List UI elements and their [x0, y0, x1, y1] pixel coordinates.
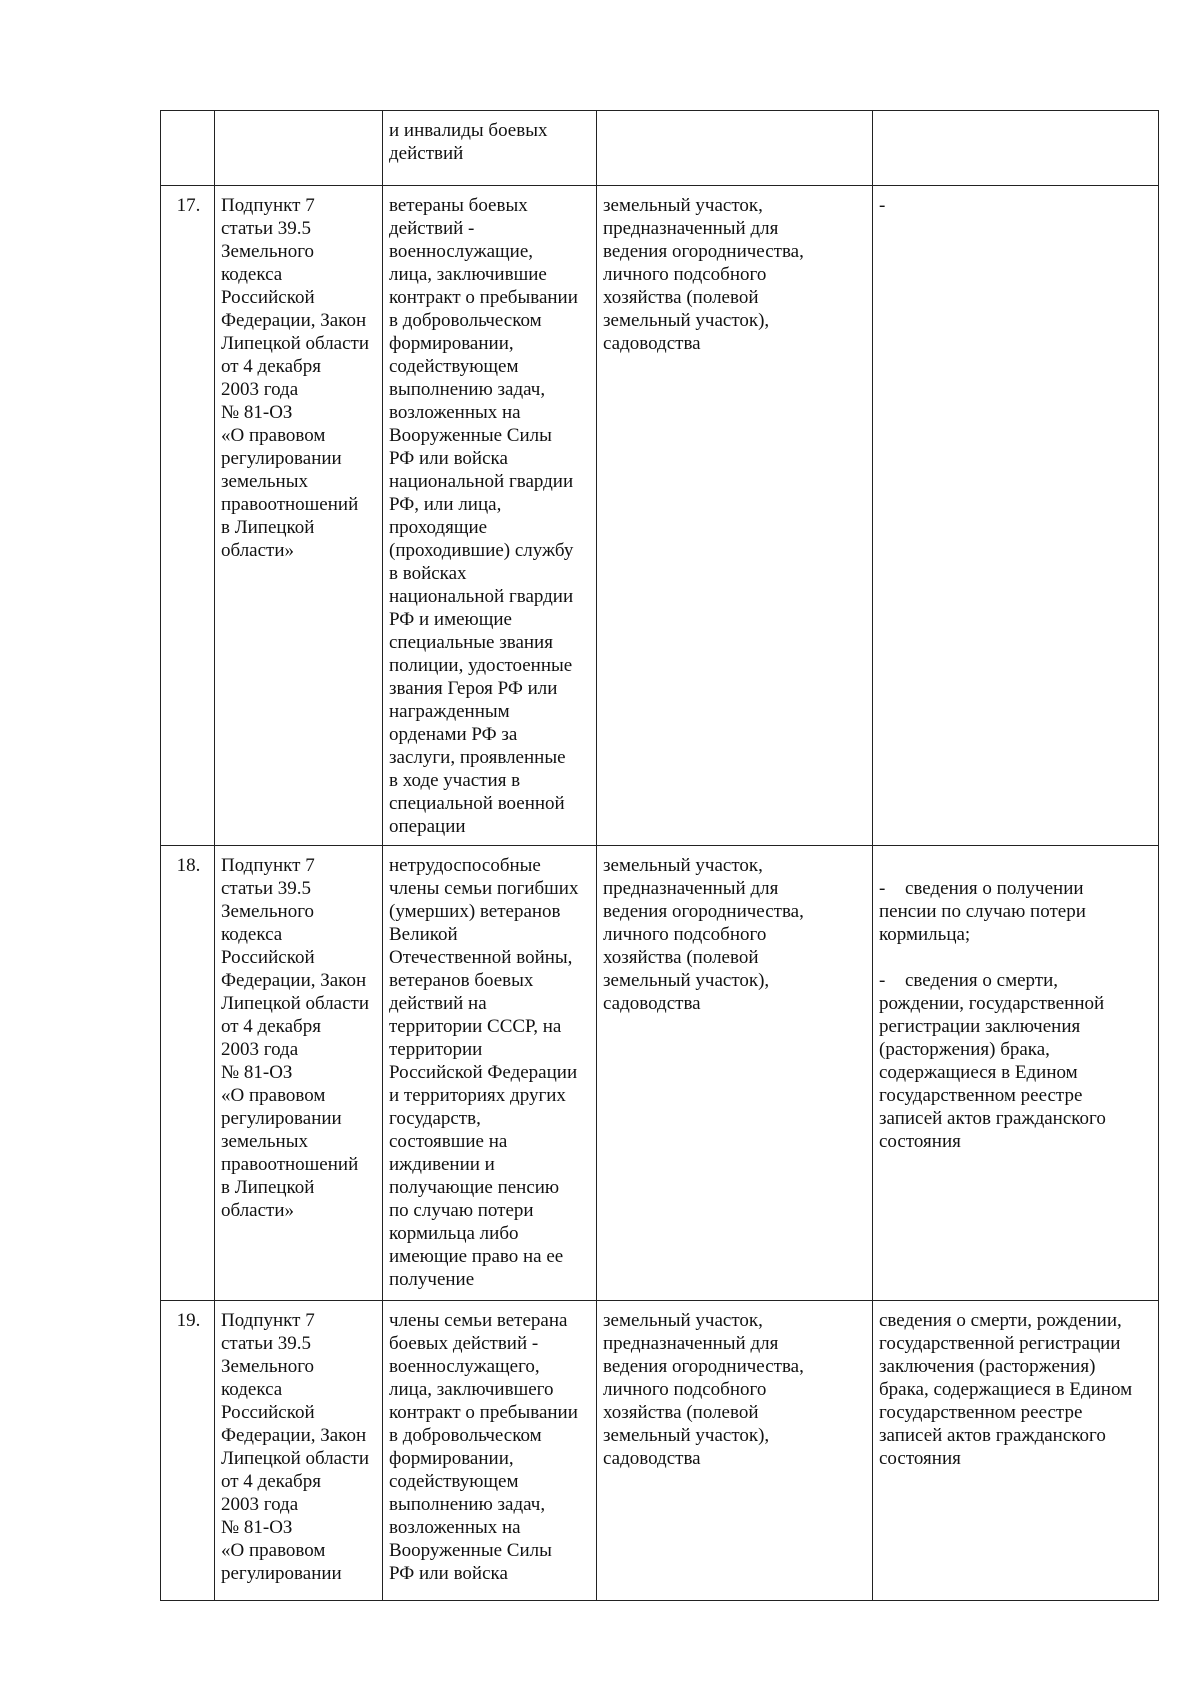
table-row [161, 846, 1159, 1301]
row-number [161, 111, 215, 186]
legal-basis-cell: Подпункт 7 статьи 39.5 Земельного кодекса Российской Федерации, Закон Липецкой области от 4 декабря 2003 года № 81-ОЗ «О правовом регулировании [215, 1301, 383, 1601]
table-row [161, 186, 1159, 846]
bullet-dash: - [879, 878, 886, 899]
row-number: 17. [161, 186, 215, 846]
row-number: 18. [161, 846, 215, 1301]
land-type-cell: земельный участок, предназначенный для ведения огородничества, личного подсобного хозяйства (полевой земельный участок), садоводства [597, 1301, 873, 1601]
category-cell: члены семьи ветерана боевых действий - военнослужащего, лица, заключившего контракт о пребывании в добровольческом формировании, содействующем выполнению задач, возложенных на Вооруженные Силы РФ или войска [383, 1301, 597, 1601]
land-type-cell [597, 111, 873, 186]
info-item-text: сведения о получении пенсии по случаю потери кормильца; [879, 878, 1086, 945]
row-number: 19. [161, 1301, 215, 1601]
category-cell: и инвалиды боевых действий [383, 111, 597, 186]
land-type-cell: земельный участок, предназначенный для ведения огородничества, личного подсобного хозяйства (полевой земельный участок), садоводства [597, 846, 873, 1301]
table-row [161, 1301, 1159, 1601]
info-cell [873, 111, 1159, 186]
info-cell: сведения о смерти, рождении, государственной регистрации заключения (расторжения) брака, содержащиеся в Едином государственном реестре записей актов гражданского состояния [873, 1301, 1159, 1601]
category-cell: ветераны боевых действий - военнослужащие, лица, заключившие контракт о пребывании в добровольческом формировании, содействующем выполнению задач, возложенных на Вооруженные Силы РФ или войска национальной гвардии РФ, или лица, проходящие (проходившие) службу в войсках национальной гвардии РФ и имеющие специальные звания полиции, удостоенные звания Героя РФ или награжденным орденами РФ за заслуги, проявленные в ходе участия в специальной военной операции [383, 186, 597, 846]
info-cell: - [873, 186, 1159, 846]
info-list-item [879, 877, 1154, 946]
info-list-item [879, 969, 1154, 1153]
document-table [160, 110, 1159, 1601]
table-row [161, 111, 1159, 186]
bullet-dash: - [879, 970, 886, 991]
info-item-text: сведения о смерти, рождении, государственной регистрации заключения (расторжения) брака, содержащиеся в Едином государственном реестре записей актов гражданского состояния [879, 970, 1106, 1152]
info-cell [873, 846, 1159, 1301]
legal-basis-cell [215, 111, 383, 186]
category-cell: нетрудоспособные члены семьи погибших (умерших) ветеранов Великой Отечественной войны, ветеранов боевых действий на территории СССР, на территории Российской Федерации и территориях других государств, состоявшие на иждивении и получающие пенсию по случаю потери кормильца либо имеющие право на ее получение [383, 846, 597, 1301]
legal-basis-cell: Подпункт 7 статьи 39.5 Земельного кодекса Российской Федерации, Закон Липецкой области от 4 декабря 2003 года № 81-ОЗ «О правовом регулировании земельных правоотношений в Липецкой области» [215, 846, 383, 1301]
land-type-cell: земельный участок, предназначенный для ведения огородничества, личного подсобного хозяйства (полевой земельный участок), садоводства [597, 186, 873, 846]
legal-basis-cell: Подпункт 7 статьи 39.5 Земельного кодекса Российской Федерации, Закон Липецкой области от 4 декабря 2003 года № 81-ОЗ «О правовом регулировании земельных правоотношений в Липецкой области» [215, 186, 383, 846]
